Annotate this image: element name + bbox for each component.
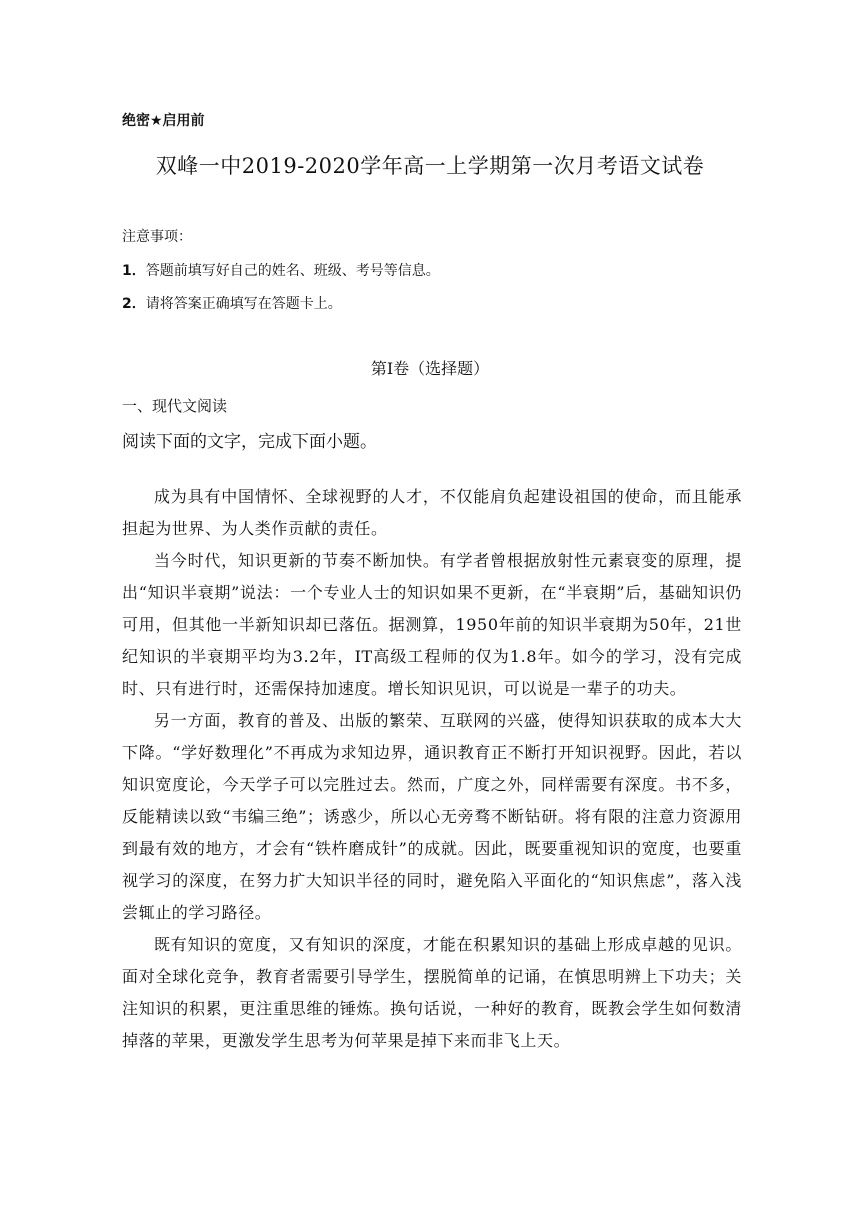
passage-paragraph: 另一方面，教育的普及、出版的繁荣、互联网的兴盛，使得知识获取的成本大大下降。“学好数理化”不再成为求知边界，通识教育正不断打开知识视野。因此，若以知识宽度论，今天学子可以完胜过去。然而，广度之外，同样需要有深度。书不多，反能精读以致“韦编三绝”；诱惑少，所以心无旁骛不断钻研。将有限的注意力资源用到最有效的地方，才会有“铁杵磨成针”的成就。因此，既要重视知识的宽度，也要重视学习的深度，在努力扩大知识半径的同时，避免陷入平面化的“知识焦虑”，落入浅尝辄止的学习路径。 bbox=[122, 711, 742, 922]
part-heading: 一、现代文阅读 bbox=[122, 397, 228, 415]
notice-title: 注意事项： bbox=[122, 229, 192, 245]
section-title: 第I卷（选择题） bbox=[370, 359, 490, 378]
notice-item-number: 2． bbox=[122, 296, 146, 312]
passage-paragraph: 既有知识的宽度，又有知识的深度，才能在积累知识的基础上形成卓越的见识。面对全球化竞争，教育者需要引导学生，摆脱简单的记诵，在慎思明辨上下功夫；关注知识的积累，更注重思维的锤炼。换句话说，一种好的教育，既教会学生如何数清掉落的苹果，更激发学生思考为何苹果是掉下来而非飞上天。 bbox=[122, 935, 742, 1050]
reading-instruction: 阅读下面的文字，完成下面小题。 bbox=[122, 432, 377, 452]
passage-paragraph: 当今时代，知识更新的节奏不断加快。有学者曾根据放射性元素衰变的原理，提出“知识半衰期”说法：一个专业人士的知识如果不更新，在“半衰期”后，基础知识仍可用，但其他一半新知识却已落伍。据测算，1950年前的知识半衰期为50年，21世纪知识的半衰期平均为3.2年，IT高级工程师的仅为1.8年。如今的学习，没有完成时、只有进行时，还需保持加速度。增长知识见识，可以说是一辈子的功夫。 bbox=[122, 551, 742, 698]
reading-passage bbox=[122, 481, 742, 1057]
notice-item bbox=[122, 260, 440, 280]
notice-item bbox=[122, 293, 342, 313]
notice-item-text: 答题前填写好自己的姓名、班级、考号等信息。 bbox=[145, 263, 440, 279]
passage-paragraph: 成为具有中国情怀、全球视野的人才，不仅能肩负起建设祖国的使命，而且能承担起为世界、为人类作贡献的责任。 bbox=[122, 487, 742, 538]
notice-item-text: 请将答案正确填写在答题卡上。 bbox=[145, 296, 342, 312]
notice-item-number: 1． bbox=[122, 263, 146, 279]
secret-label: 绝密★启用前 bbox=[122, 113, 205, 129]
page-title: 双峰一中2019-2020学年高一上学期第一次月考语文试卷 bbox=[155, 154, 705, 178]
